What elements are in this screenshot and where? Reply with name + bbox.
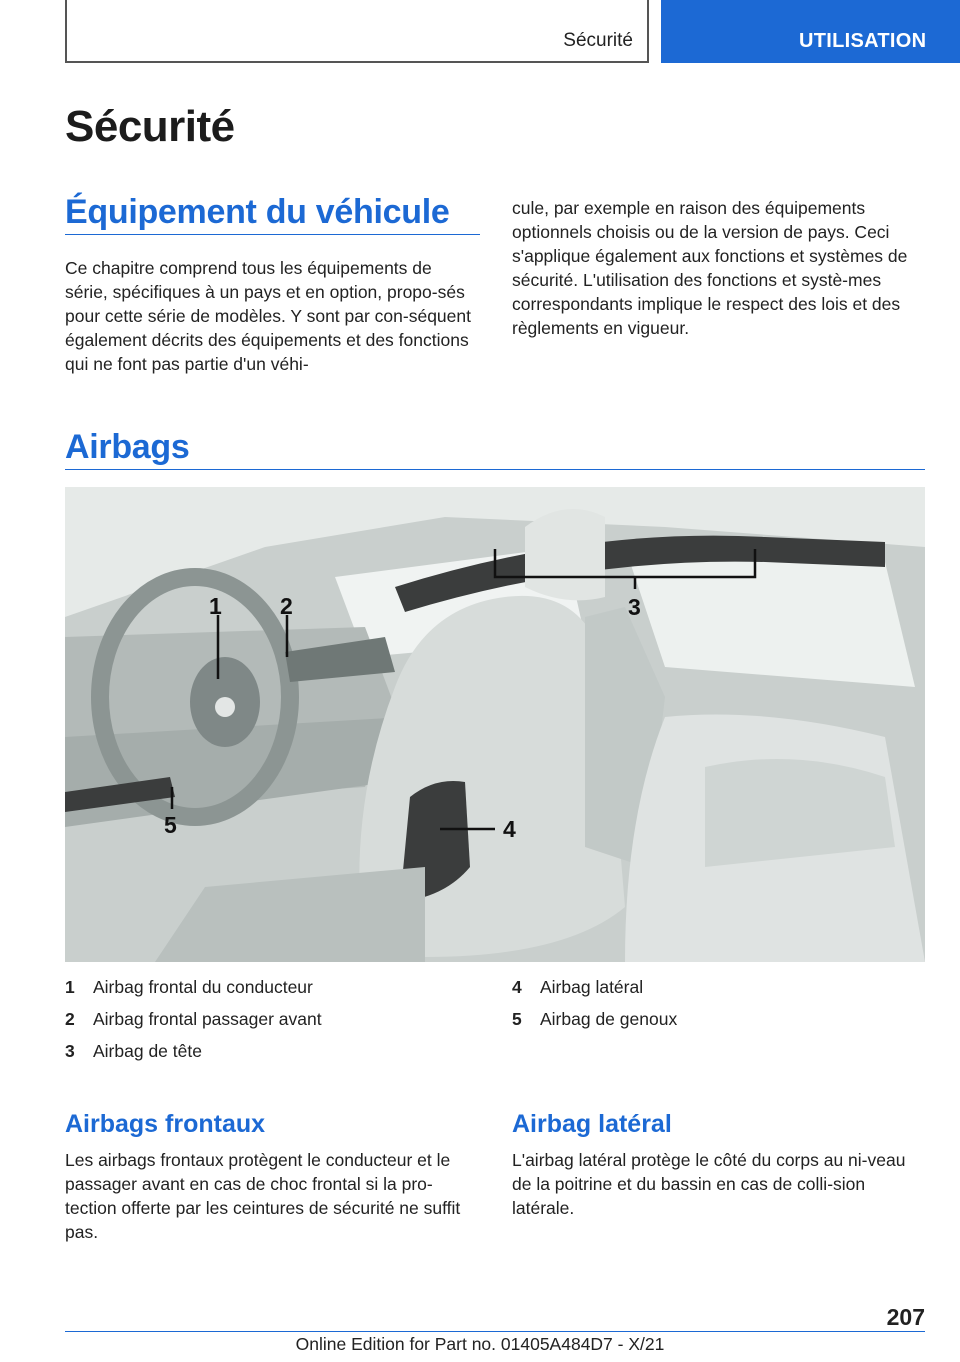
page-title: Sécurité [65,102,235,151]
legend-label: Airbag de genoux [540,1009,678,1029]
header-section-tab[interactable] [661,0,960,63]
header-section-label: UTILISATION [799,30,927,52]
legend-item [512,971,912,1003]
legend-num: 3 [65,1041,75,1061]
airbag-legend-right [512,971,912,1035]
legend-num: 2 [65,1009,75,1029]
footer-rule [65,1331,925,1332]
legend-num: 5 [512,1009,522,1029]
lateral-heading: Airbag latéral [512,1110,672,1138]
frontal-text: Les airbags frontaux protègent le conducteur et le passager avant en cas de choc frontal si la pro‐tection offerte par les ceintures de sécurité ne suffit pas. [65,1150,461,1242]
callout-4: 4 [503,816,516,842]
legend-item [65,971,465,1003]
airbag-illustration [65,487,925,962]
airbags-heading: Airbags [65,428,190,466]
airbag-legend-left [65,971,465,1067]
legend-label: Airbag frontal passager avant [93,1009,322,1029]
legend-label: Airbag de tête [93,1041,202,1061]
legend-item [512,1003,912,1035]
legend-label: Airbag frontal du conducteur [93,977,313,997]
frontal-heading: Airbags frontaux [65,1110,266,1138]
header-chapter-box [65,0,649,63]
footer-edition: Online Edition for Part no. 01405A484D7 - X/21 [295,1334,665,1354]
equipment-para-right: cule, par exemple en raison des équipements optionnels choisis ou de la version de pays. Ceci s'applique également aux fonctions et systèmes de sécurité. L'utilisation des fonctions et systè‐mes correspondants implique le respect des lois et des règlements en vigueur. [512,198,908,338]
legend-item [65,1035,465,1067]
equipment-para-left: Ce chapitre comprend tous les équipements de série, spécifiques à un pays et en option, propo‐sés pour cette série de modèles. Y sont par con‐séquent également décrits des équipements et des fonctions qui ne font pas partie d'un véhi‐ [65,258,471,374]
legend-item [65,1003,465,1035]
legend-num: 4 [512,977,522,997]
legend-label: Airbag latéral [540,977,644,997]
lateral-text: L'airbag latéral protège le côté du corps au ni‐veau de la poitrine et du bassin en cas de colli‐sion latérale. [512,1150,906,1218]
airbag-illustration-svg [65,487,925,962]
callout-2: 2 [280,593,293,619]
callout-3: 3 [628,594,641,620]
equipment-heading: Équipement du véhicule [65,193,450,231]
equipment-rule [65,234,480,235]
callout-1: 1 [209,593,222,619]
header-chapter: Sécurité [563,30,633,51]
callout-5: 5 [164,812,177,838]
page-number: 207 [886,1304,925,1330]
airbags-rule [65,469,925,470]
legend-num: 1 [65,977,75,997]
